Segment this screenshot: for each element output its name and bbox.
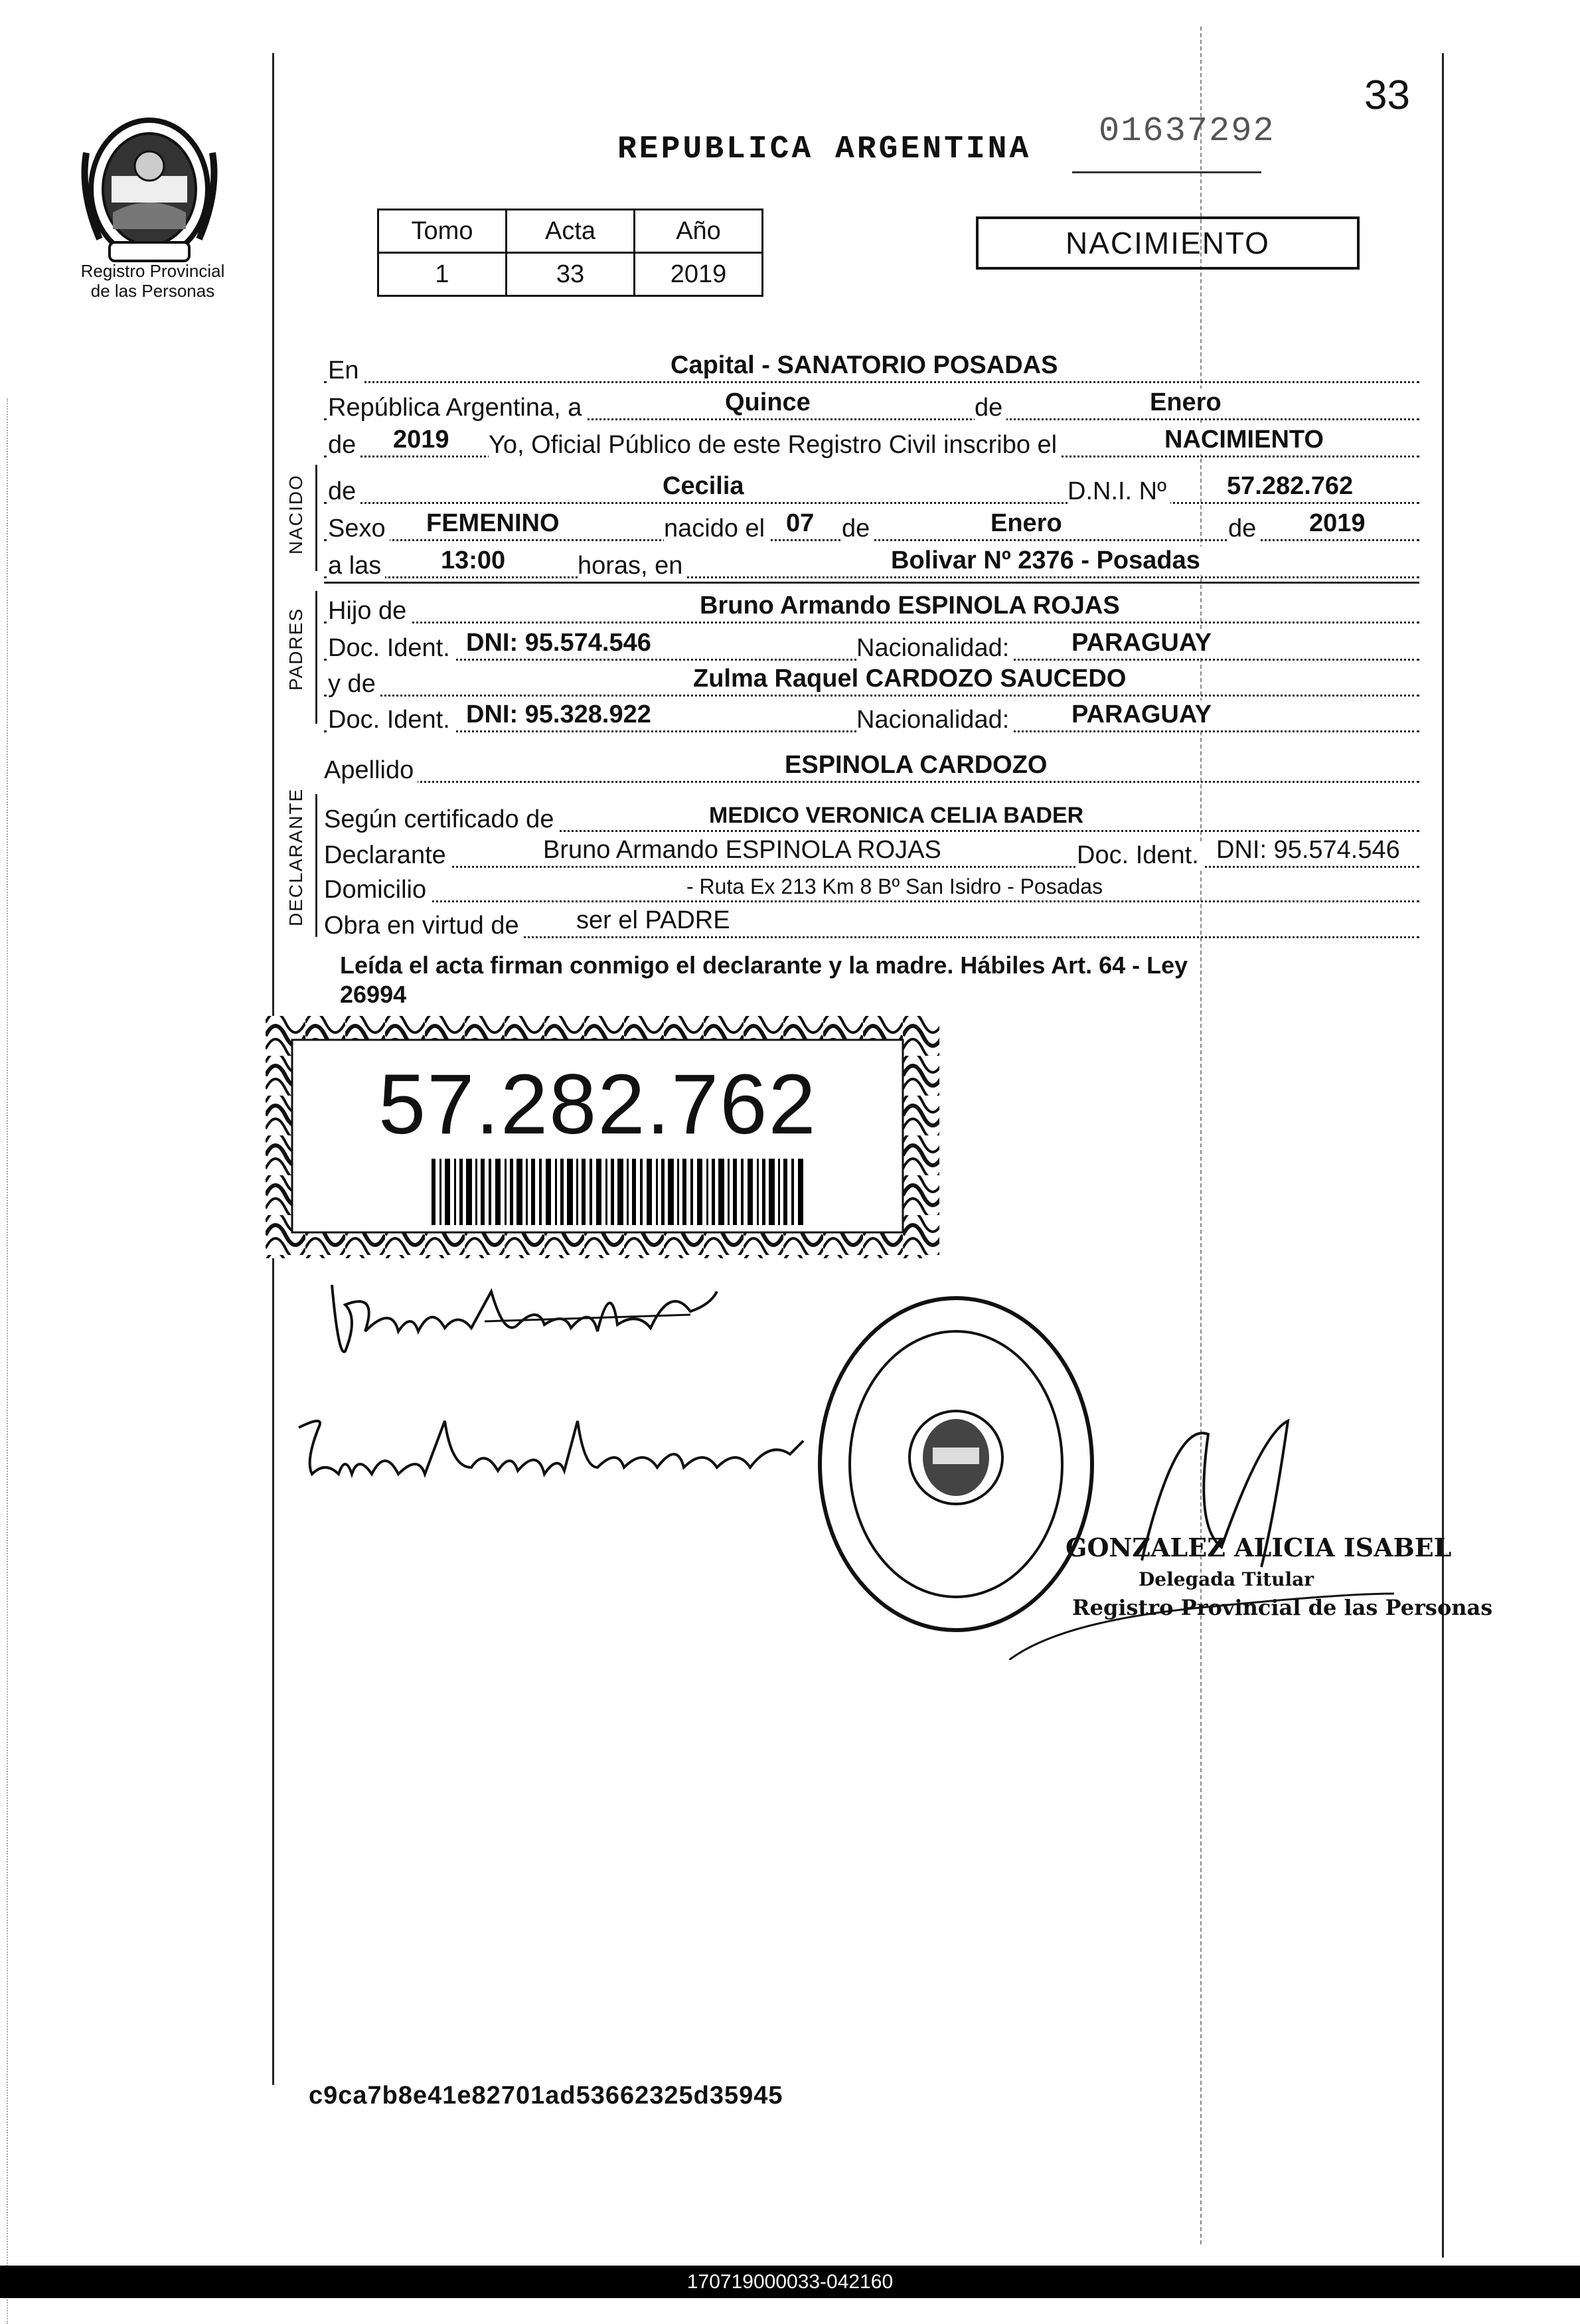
acta-header: Acta (507, 210, 635, 253)
en-label: En (328, 357, 362, 385)
logo-caption (53, 261, 252, 301)
father-signature (319, 1265, 730, 1371)
closing-line1: Leída el acta firman conmigo el declarante y la madre. Hábiles Art. 64 - Ley (340, 952, 1188, 979)
surname-value: ESPINOLA CARDOZO (782, 751, 1050, 780)
horas-label: horas, en (578, 552, 686, 580)
closing-line2: 26994 (340, 981, 407, 1008)
left-fold-marks (7, 398, 8, 2324)
row-father-doc (324, 623, 1419, 661)
row-date (324, 382, 1419, 420)
row-time (324, 540, 1419, 578)
address-label: Domicilio (324, 876, 430, 904)
logo-caption-line2: de las Personas (90, 281, 215, 301)
place-value: Capital - SANATORIO POSADAS (668, 351, 1060, 380)
capacity-value: ser el PADRE (574, 906, 733, 935)
serial-number: 01637292 (1099, 112, 1275, 151)
declarant-doc-value: DNI: 95.574.546 (1214, 836, 1403, 865)
birth-de-label: de (842, 515, 874, 543)
closing-note (340, 951, 1429, 1009)
father-doc-value: DNI: 95.574.546 (463, 629, 654, 657)
row-certificate (324, 794, 1419, 832)
a-las-label: a las (328, 552, 385, 580)
logo-caption-line1: Registro Provincial (80, 261, 225, 281)
page-number: 33 (1364, 72, 1410, 118)
de-year-label: de (328, 431, 360, 459)
child-name-value: Cecilia (660, 472, 747, 501)
father-nationality-value: PARAGUAY (1069, 629, 1214, 657)
republica-label: República Argentina, a (328, 394, 586, 422)
certificate-value: MEDICO VERONICA CELIA BADER (706, 803, 1086, 829)
misiones-coat-of-arms-logo (73, 113, 226, 266)
birth-place-value: Bolivar Nº 2376 - Posadas (888, 546, 1203, 575)
birth-year-value: 2019 (1306, 509, 1368, 538)
padres-bracket (315, 591, 317, 724)
padres-section-label: PADRES (285, 607, 306, 691)
nacido-section-label: NACIDO (285, 474, 306, 554)
row-address (324, 865, 1419, 902)
birth-month-value: Enero (988, 509, 1065, 538)
capacity-label: Obra en virtud de (324, 912, 523, 940)
mother-nationality-value: PARAGUAY (1069, 701, 1214, 729)
anio-header: Año (635, 210, 763, 253)
de-label: de (975, 394, 1006, 422)
document-title: REPUBLICA ARGENTINA (617, 131, 1032, 167)
registry-seal-stamp (813, 1291, 1099, 1637)
row-name (324, 466, 1419, 504)
certificate-label: Según certificado de (324, 805, 558, 834)
declarant-label: Declarante (324, 841, 450, 870)
row-declarant (324, 830, 1419, 868)
mother-signature (285, 1401, 836, 1501)
row-surname (324, 745, 1419, 783)
dni-sticker-number: 57.282.762 (378, 1057, 817, 1152)
document-id: 170719000033-042160 (686, 2271, 894, 2293)
mother-doc-value: DNI: 95.328.922 (463, 701, 654, 729)
father-doc-label: Doc. Ident. (328, 634, 454, 663)
nacido-bracket (315, 465, 317, 571)
document-hash: c9ca7b8e41e82701ad53662325d35945 (309, 2082, 783, 2110)
father-name-value: Bruno Armando ESPINOLA ROJAS (697, 592, 1123, 620)
mother-nationality-label: Nacionalidad: (856, 706, 1013, 734)
mother-name-value: Zulma Raquel CARDOZO SAUCEDO (690, 665, 1129, 693)
birth-day-value: 07 (783, 509, 817, 538)
tomo-value: 1 (378, 253, 507, 296)
row-birth (324, 503, 1419, 541)
declarante-bracket (315, 794, 317, 937)
row-mother-doc (324, 695, 1419, 732)
declarant-value: Bruno Armando ESPINOLA ROJAS (540, 836, 944, 865)
declarant-doc-label: Doc. Ident. (1077, 841, 1203, 870)
father-nationality-label: Nacionalidad: (856, 634, 1013, 663)
hijo-de-label: Hijo de (328, 597, 410, 625)
year-value: 2019 (390, 426, 452, 454)
y-de-label: y de (328, 670, 380, 699)
official-role: Delegada Titular (1139, 1568, 1314, 1590)
child-dni-value: 57.282.762 (1224, 472, 1356, 501)
right-margin-line (1442, 53, 1444, 2258)
yo-text: Yo, Oficial Público de este Registro Civil inscribo el (489, 431, 1061, 459)
record-table (377, 208, 763, 297)
anio-value: 2019 (635, 253, 763, 296)
nacido-el-label: nacido el (664, 515, 769, 543)
nacido-separator (324, 582, 1419, 584)
name-de-label: de (328, 477, 360, 506)
official-office: Registro Provincial de las Personas (1072, 1595, 1493, 1620)
declarante-section-label: DECLARANTE (285, 788, 306, 926)
row-capacity (324, 900, 1419, 938)
row-event (324, 420, 1419, 457)
day-text-value: Quince (722, 388, 813, 417)
row-father (324, 586, 1419, 623)
birth-time-value: 13:00 (438, 546, 508, 575)
month-value: Enero (1147, 388, 1224, 417)
event-value: NACIMIENTO (1162, 426, 1326, 454)
sexo-value: FEMENINO (424, 509, 562, 538)
record-type-box: NACIMIENTO (976, 216, 1360, 270)
serial-underline (1072, 171, 1261, 173)
dni-label: D.N.I. Nº (1067, 477, 1170, 506)
acta-value: 33 (507, 253, 635, 296)
mother-doc-label: Doc. Ident. (328, 706, 454, 734)
tomo-header: Tomo (378, 210, 507, 253)
apellido-label: Apellido (324, 756, 418, 785)
official-name: GONZALEZ ALICIA ISABEL (1066, 1533, 1452, 1562)
row-place (324, 345, 1419, 383)
sexo-label: Sexo (328, 515, 390, 543)
address-value: - Ruta Ex 213 Km 8 Bº San Isidro - Posadas (684, 874, 1105, 899)
row-mother (324, 659, 1419, 697)
birth-de-year-label: de (1228, 515, 1260, 543)
